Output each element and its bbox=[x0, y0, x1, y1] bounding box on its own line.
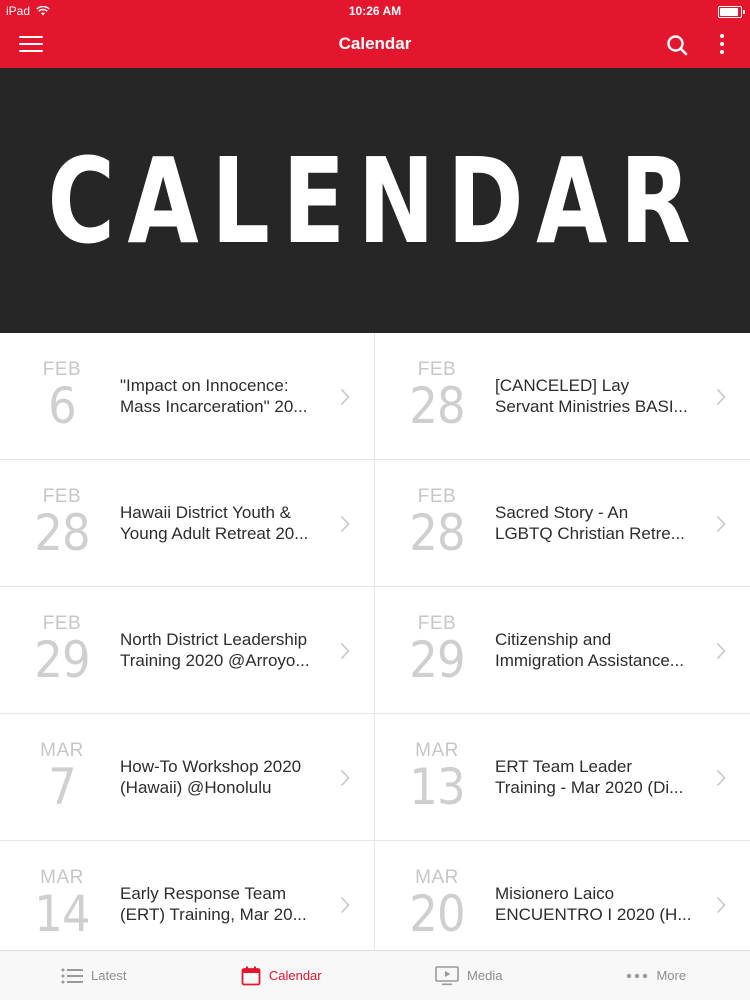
events-grid bbox=[0, 333, 750, 950]
chevron-right-icon bbox=[716, 388, 726, 406]
event-title bbox=[120, 883, 325, 925]
event-day: 6 bbox=[48, 377, 76, 435]
event-day: 13 bbox=[409, 758, 465, 816]
search-icon[interactable] bbox=[666, 34, 688, 56]
page-title: Calendar bbox=[338, 34, 412, 53]
event-title-line1: ERT Team Leader bbox=[495, 757, 633, 776]
bottom-tab-bar bbox=[0, 950, 750, 1000]
event-title-line2: Training 2020 @Arroyo... bbox=[120, 651, 310, 670]
event-day: 20 bbox=[409, 885, 465, 943]
app-header bbox=[0, 22, 750, 68]
event-month: FEB bbox=[417, 613, 457, 634]
event-month: FEB bbox=[417, 359, 457, 380]
event-item[interactable] bbox=[375, 333, 750, 460]
chevron-right-icon bbox=[340, 896, 350, 914]
event-title-line2: (Hawaii) @Honolulu bbox=[120, 778, 272, 797]
event-day: 29 bbox=[409, 631, 465, 689]
status-time: 10:26 AM bbox=[348, 4, 402, 18]
status-bar bbox=[0, 0, 750, 22]
event-month: FEB bbox=[42, 486, 82, 507]
device-name: iPad bbox=[6, 4, 31, 18]
event-title bbox=[495, 502, 700, 544]
event-item[interactable] bbox=[0, 587, 375, 714]
hero-banner bbox=[0, 68, 750, 333]
event-title-line1: [CANCELED] Lay bbox=[495, 376, 630, 395]
chevron-right-icon bbox=[340, 515, 350, 533]
event-title-line2: ENCUENTRO I 2020 (H... bbox=[495, 905, 692, 924]
event-title bbox=[495, 629, 700, 671]
event-title-line1: Citizenship and bbox=[495, 630, 612, 649]
event-title-line2: Training - Mar 2020 (Di... bbox=[495, 778, 684, 797]
event-day: 7 bbox=[48, 758, 76, 816]
event-title bbox=[120, 629, 325, 671]
event-day: 29 bbox=[34, 631, 90, 689]
chevron-right-icon bbox=[340, 769, 350, 787]
event-month: MAR bbox=[40, 867, 84, 888]
tab-label: Latest bbox=[91, 968, 127, 983]
chevron-right-icon bbox=[716, 642, 726, 660]
event-title-line1: How-To Workshop 2020 bbox=[120, 757, 302, 776]
event-title-line1: "Impact on Innocence: bbox=[120, 376, 289, 395]
chevron-right-icon bbox=[716, 769, 726, 787]
event-item[interactable] bbox=[0, 460, 375, 587]
event-title bbox=[120, 502, 325, 544]
event-month: FEB bbox=[42, 359, 82, 380]
event-month: MAR bbox=[40, 740, 84, 761]
tab-label: More bbox=[656, 968, 687, 983]
event-title-line2: Young Adult Retreat 20... bbox=[120, 524, 309, 543]
tab-latest[interactable] bbox=[0, 951, 188, 1000]
event-item[interactable] bbox=[375, 714, 750, 841]
chevron-right-icon bbox=[340, 642, 350, 660]
event-title bbox=[495, 756, 700, 798]
list-icon bbox=[61, 968, 83, 984]
horizontal-ellipsis-icon bbox=[626, 973, 648, 979]
event-title-line1: Hawaii District Youth & bbox=[120, 503, 292, 522]
event-title-line2: LGBTQ Christian Retre... bbox=[495, 524, 685, 543]
event-month: FEB bbox=[417, 486, 457, 507]
event-day: 28 bbox=[34, 504, 90, 562]
battery-icon bbox=[718, 6, 742, 18]
event-title-line1: North District Leadership bbox=[120, 630, 308, 649]
event-item[interactable] bbox=[0, 841, 375, 950]
event-title-line2: Mass Incarceration" 20... bbox=[120, 397, 308, 416]
event-month: MAR bbox=[415, 740, 459, 761]
event-month: MAR bbox=[415, 867, 459, 888]
event-month: FEB bbox=[42, 613, 82, 634]
hero-title: CALENDAR bbox=[47, 131, 703, 270]
tab-label: Calendar bbox=[268, 968, 322, 983]
tab-label: Media bbox=[467, 968, 503, 983]
event-day: 14 bbox=[34, 885, 90, 943]
event-title-line2: Servant Ministries BASI... bbox=[495, 397, 688, 416]
vertical-ellipsis-icon[interactable] bbox=[718, 34, 726, 56]
event-title-line1: Early Response Team bbox=[120, 884, 286, 903]
chevron-right-icon bbox=[716, 515, 726, 533]
event-title-line2: Immigration Assistance... bbox=[495, 651, 684, 670]
event-title-line1: Sacred Story - An bbox=[495, 503, 629, 522]
event-title bbox=[120, 756, 325, 798]
calendar-icon bbox=[241, 966, 261, 986]
event-item[interactable] bbox=[375, 841, 750, 950]
chevron-right-icon bbox=[716, 896, 726, 914]
event-title bbox=[120, 375, 325, 417]
tab-more[interactable] bbox=[563, 951, 750, 1000]
chevron-right-icon bbox=[340, 388, 350, 406]
event-item[interactable] bbox=[0, 714, 375, 841]
event-item[interactable] bbox=[0, 333, 375, 460]
event-title bbox=[495, 883, 700, 925]
play-screen-icon bbox=[435, 966, 459, 986]
tab-calendar[interactable] bbox=[188, 951, 376, 1000]
tab-media[interactable] bbox=[375, 951, 563, 1000]
event-day: 28 bbox=[409, 504, 465, 562]
event-item[interactable] bbox=[375, 587, 750, 714]
event-title-line2: (ERT) Training, Mar 20... bbox=[120, 905, 307, 924]
event-title-line1: Misionero Laico bbox=[495, 884, 615, 903]
event-item[interactable] bbox=[375, 460, 750, 587]
event-title bbox=[495, 375, 700, 417]
event-day: 28 bbox=[409, 377, 465, 435]
